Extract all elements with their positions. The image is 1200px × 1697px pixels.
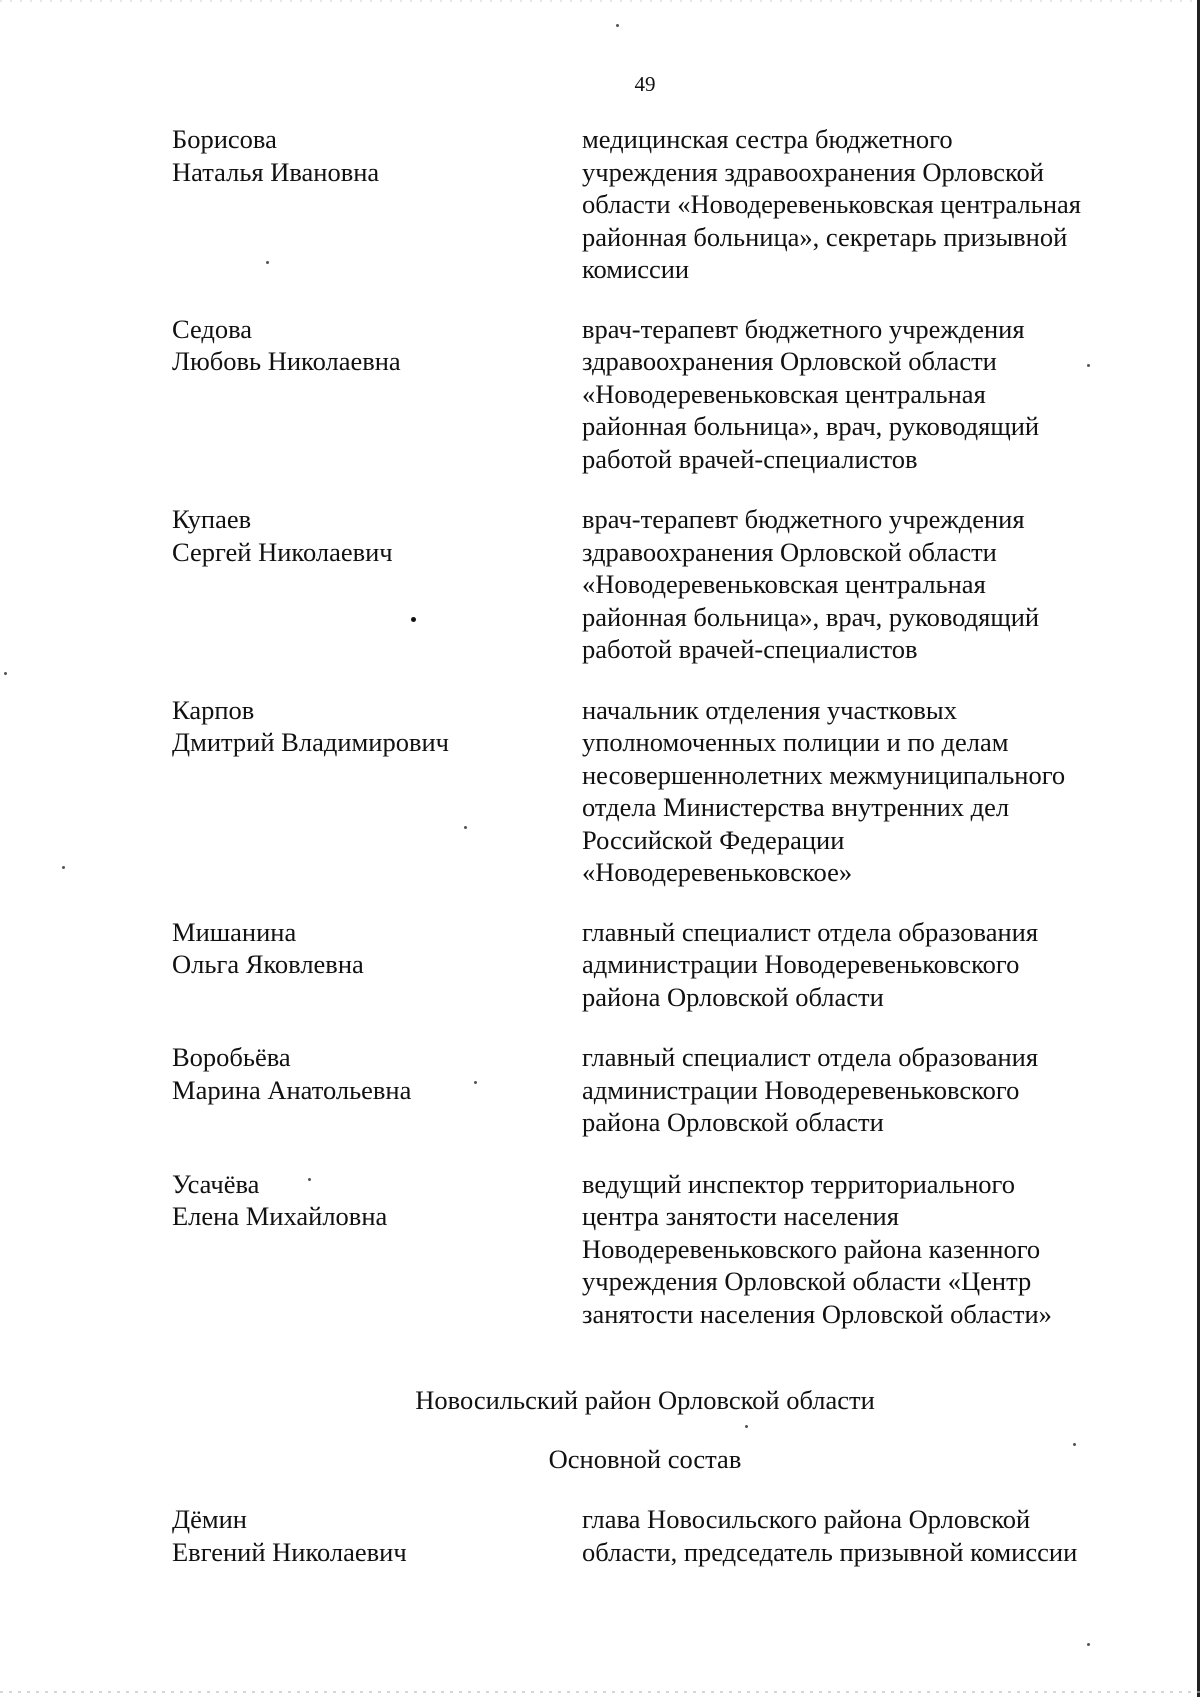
scan-speck (474, 1081, 477, 1084)
scan-speck (464, 826, 467, 829)
role-line: несовершеннолетних межмуниципального (582, 759, 1066, 790)
role-line: учреждения здравоохранения Орловской (582, 156, 1044, 187)
role-line: «Новодеревеньковская центральная (582, 569, 986, 599)
member-surname: Воробьёва (172, 1042, 291, 1072)
member-name (172, 503, 582, 666)
role-line: начальник отделения участковых (582, 694, 957, 725)
member-name (172, 1168, 582, 1331)
member-name (172, 694, 582, 889)
member-entry (172, 1168, 1132, 1331)
role-line: Новодеревеньковского района казенного (582, 1233, 1041, 1264)
member-name (172, 1041, 582, 1139)
page-top-edge (0, 0, 1200, 2)
member-role (582, 694, 1132, 889)
member-entry (172, 313, 1132, 476)
member-given-names: Наталья Ивановна (172, 156, 380, 187)
member-given-names: Любовь Николаевна (172, 346, 401, 376)
district-heading: Новосильский район Орловской области (415, 1385, 875, 1415)
member-entry (172, 503, 1132, 666)
member-role (582, 313, 1132, 476)
scan-speck (616, 24, 619, 27)
member-role (582, 1168, 1132, 1331)
member-given-names: Сергей Николаевич (172, 536, 393, 567)
scan-speck (1073, 1443, 1076, 1446)
member-surname: Купаев (172, 504, 252, 534)
scan-speck (308, 1178, 311, 1181)
role-line: работой врачей-специалистов (582, 634, 918, 664)
role-line: «Новодеревеньковское» (582, 857, 853, 887)
member-name (172, 123, 582, 286)
member-list-continued (172, 1503, 1132, 1568)
scan-speck (4, 672, 7, 675)
member-given-names: Евгений Николаевич (172, 1536, 407, 1567)
member-surname: Седова (172, 313, 253, 344)
member-role (582, 916, 1132, 1014)
member-role (582, 503, 1132, 666)
member-list (172, 123, 1132, 1330)
member-name (172, 313, 582, 476)
role-line: главный специалист отдела образования (582, 916, 1039, 947)
page-number: 49 (634, 72, 656, 96)
role-line: здравоохранения Орловской области (582, 536, 997, 567)
role-line: района Орловской области (582, 1107, 884, 1137)
role-line: администрации Новодеревеньковского (582, 1074, 1020, 1105)
role-line: работой врачей-специалистов (582, 443, 918, 474)
role-line: отдела Министерства внутренних дел (582, 792, 1010, 822)
role-line: администрации Новодеревеньковского (582, 949, 1020, 979)
role-line: занятости населения Орловской области» (582, 1298, 1052, 1329)
member-surname: Усачёва (172, 1168, 260, 1199)
role-line: «Новодеревеньковская центральная (582, 378, 986, 409)
member-role (582, 1503, 1132, 1568)
scan-speck (1087, 364, 1090, 367)
role-line: глава Новосильского района Орловской (582, 1504, 1031, 1534)
scan-speck (745, 1425, 748, 1428)
member-entry (172, 694, 1132, 889)
role-line: здравоохранения Орловской области (582, 346, 997, 376)
role-line: главный специалист отдела образования (582, 1042, 1039, 1072)
role-line: районная больница», врач, руководящий (582, 601, 1040, 632)
member-name (172, 1503, 582, 1568)
scan-bottom-edge (0, 1691, 1200, 1693)
scan-speck (411, 617, 416, 622)
member-entry (172, 1503, 1132, 1568)
scan-speck (62, 866, 65, 869)
role-line: комиссии (582, 254, 690, 284)
member-surname: Мишанина (172, 916, 297, 947)
member-given-names: Елена Михайловна (172, 1201, 388, 1231)
role-line: уполномоченных полиции и по делам (582, 727, 1009, 757)
role-line: районная больница», секретарь призывной (582, 221, 1068, 252)
member-given-names: Марина Анатольевна (172, 1074, 412, 1105)
member-surname: Карпов (172, 694, 255, 725)
scan-speck (1087, 1643, 1090, 1646)
scan-speck (266, 261, 269, 264)
member-surname: Дёмин (172, 1504, 247, 1534)
member-given-names: Дмитрий Владимирович (172, 727, 449, 757)
role-line: области, председатель призывной комиссии (582, 1536, 1078, 1567)
member-surname: Борисова (172, 124, 277, 154)
role-line: центра занятости населения (582, 1201, 899, 1231)
role-line: района Орловской области (582, 981, 884, 1012)
member-given-names: Ольга Яковлевна (172, 949, 364, 979)
role-line: Российской Федерации (582, 824, 845, 855)
member-entry (172, 1041, 1132, 1139)
composition-heading: Основной состав (548, 1444, 742, 1474)
member-name (172, 916, 582, 1014)
role-line: учреждения Орловской области «Центр (582, 1266, 1032, 1296)
role-line: врач-терапевт бюджетного учреждения (582, 313, 1025, 344)
role-line: врач-терапевт бюджетного учреждения (582, 504, 1025, 534)
member-entry (172, 123, 1132, 286)
member-role (582, 1041, 1132, 1139)
role-line: ведущий инспектор территориального (582, 1168, 1015, 1199)
member-role (582, 123, 1132, 286)
role-line: районная больница», врач, руководящий (582, 411, 1040, 441)
role-line: медицинская сестра бюджетного (582, 124, 953, 154)
member-entry (172, 916, 1132, 1014)
role-line: области «Новодеревеньковская центральная (582, 189, 1081, 219)
